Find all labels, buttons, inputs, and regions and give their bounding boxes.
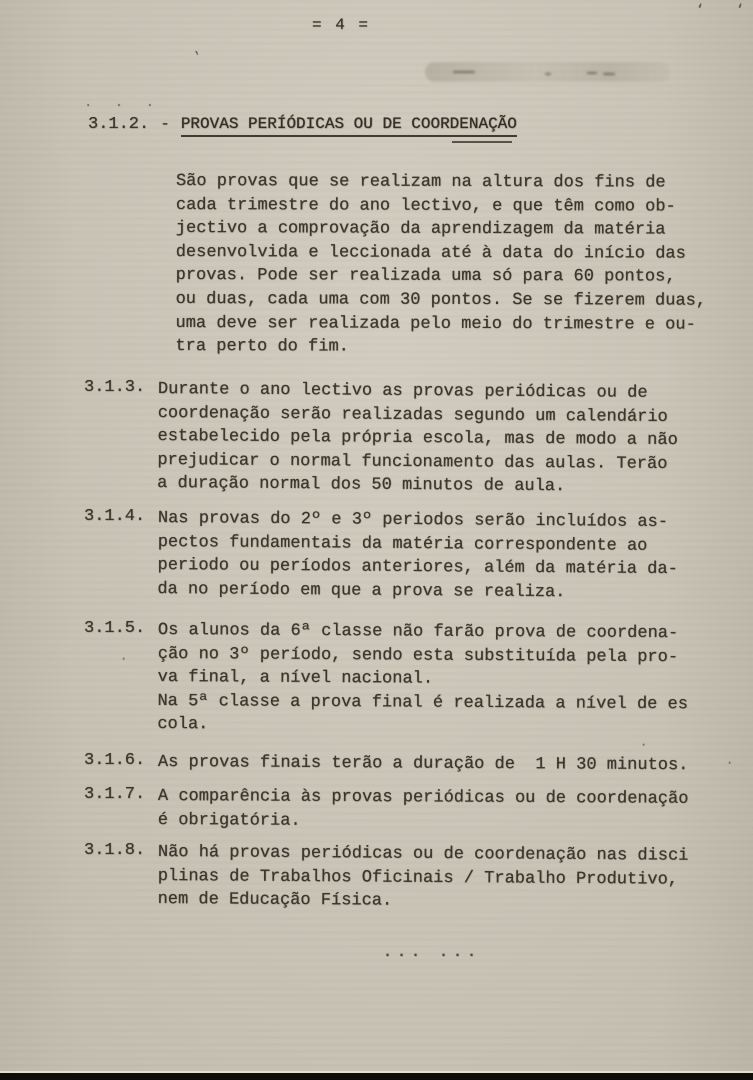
section-number: 3.1.3.	[84, 378, 146, 397]
stray-dot: ·	[120, 652, 128, 666]
section-body: Os alunos da 6ª classe não farão prova de coordena- ção no 3º período, sendo esta substituída pela pro- va final, a nível nacional. Na 5ª classe a prova final é realizada a nível de es cola.	[157, 620, 689, 735]
heading-separator: -	[160, 115, 170, 133]
double-underline-mark	[452, 141, 512, 143]
smudge-dash	[603, 73, 615, 75]
smudge-dash	[587, 72, 597, 74]
section-body: Não há provas periódicas ou de coordenação nas disci plinas de Trabalhos Oficinais / Trabalho Produtivo, nem de Educação Física.	[157, 842, 689, 911]
page-number: = 4 =	[311, 16, 370, 34]
continuation-mark: ... ...	[383, 944, 482, 961]
stray-dot: ·	[640, 738, 648, 752]
section-number: 3.1.8.	[84, 841, 146, 860]
section-body: Nas provas do 2º e 3º periodos serão incluídos as- pectos fundamentais da matéria correspondente ao periodo ou períodos anteriores, além da matéria da- da no período em que a prova se realiza.	[157, 508, 678, 602]
stray-tick-mark: ‘	[696, 2, 704, 17]
section-heading	[88, 115, 517, 137]
section-body: A comparência às provas periódicas ou de coordenação é obrigatória.	[157, 787, 689, 831]
heading-section-number: 3.1.2.	[88, 115, 150, 134]
section-body: Durante o ano lectivo as provas periódicas ou de coordenação serão realizadas segundo um calendário estabelecido pela própria escola, mas de modo a não prejudicar o normal funcionamento das aulas. Terão a duração normal dos 50 minutos de aula.	[157, 379, 678, 497]
section-number: 3.1.5.	[84, 619, 146, 638]
smudge-dash	[453, 71, 475, 73]
scan-edge-black-bar	[0, 1073, 753, 1080]
section-number: 3.1.6.	[84, 751, 146, 770]
section-number: 3.1.7.	[84, 785, 146, 804]
stray-dots: · · ·	[84, 98, 162, 114]
section-body: As provas finais terão a duração de 1 H 30 minutos.	[157, 752, 689, 776]
page-title: PROVAS PERÍÓDICAS OU DE COORDENAÇÃO	[181, 115, 517, 137]
stray-dot: ·	[726, 756, 734, 770]
faded-ink-smudge	[425, 62, 670, 82]
stray-tick-mark: ‘	[736, 2, 744, 17]
intro-paragraph: São provas que se realizam na altura dos fins de cada trimestre do ano lectivo, e que têm como ob- jectivo a comprovação da aprendizagem da matéria desenvolvida e leccionada até à data do início das provas. Pode ser realizada uma só para 60 pontos, ou duas, cada uma com 30 pontos. Se se fizerem duas, uma deve ser realizada pelo meio do trimestre e ou- tra perto do fim.	[175, 171, 707, 357]
section-number: 3.1.4.	[84, 507, 146, 526]
smudge-dash	[545, 73, 551, 75]
stray-tick-mark: ‛	[193, 50, 201, 64]
